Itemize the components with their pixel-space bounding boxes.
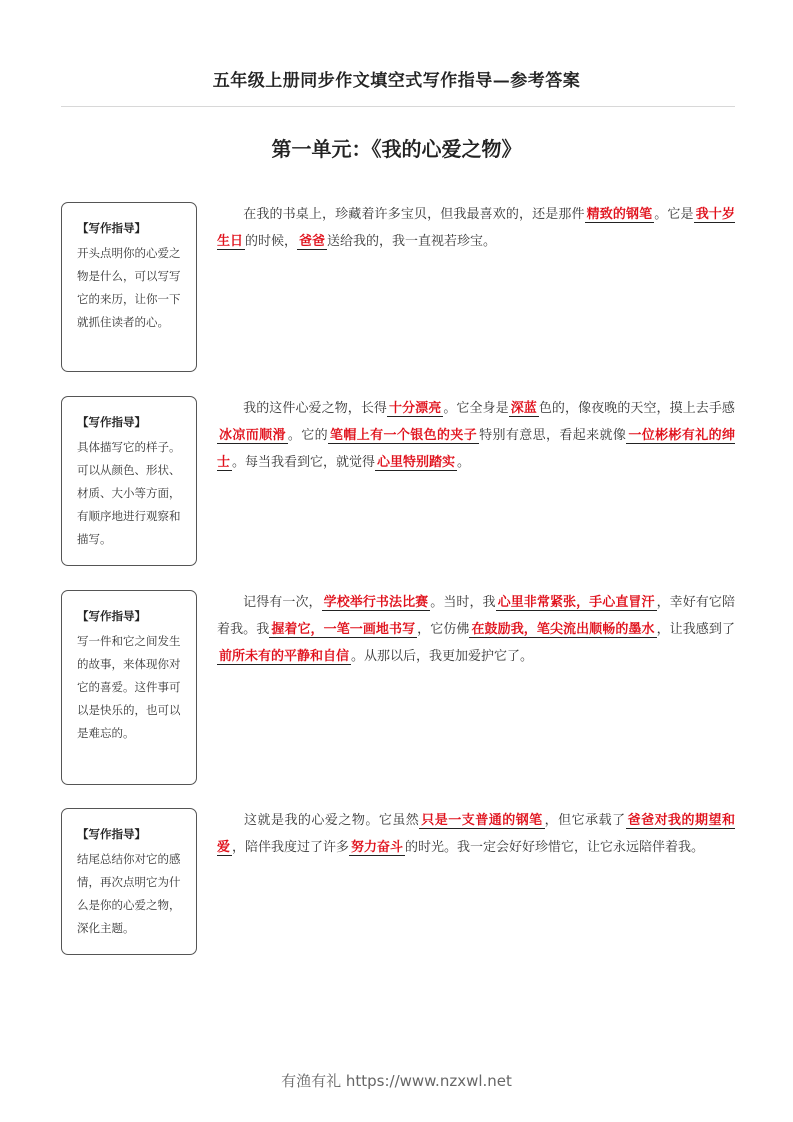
paragraph-text: 的时候，: [245, 234, 298, 249]
paragraph-text: 在我的书桌上，珍藏着许多宝贝，但我最喜欢的，还是那件: [243, 207, 585, 222]
paragraph-text: 。它全身是: [443, 401, 509, 416]
guide-box-3: [61, 590, 197, 785]
answer-paragraph-3: [217, 589, 735, 670]
guide-title: 【写作指导】: [77, 221, 146, 235]
paragraph-text: 。它是: [654, 207, 694, 222]
answer-fill: 深蓝: [510, 401, 537, 416]
paragraph-text: 。从那以后，我更加爱护它了。: [351, 649, 534, 664]
answer-fill: 一位彬彬有礼的绅士: [217, 428, 735, 470]
guide-text: 写一件和它之间发生的故事，来体现你对它的喜爱。这件事可以是快乐的，也可以是难忘的。: [77, 634, 181, 740]
paragraph-text: 送给我的，我一直视若珍宝。: [327, 234, 497, 249]
guide-title: 【写作指导】: [77, 609, 146, 623]
paragraph-text: 。: [457, 455, 471, 470]
guide-title: 【写作指导】: [77, 827, 146, 841]
answer-fill: 冰凉而顺滑: [219, 428, 286, 443]
answer-fill: 在鼓励我，笔尖流出顺畅的墨水: [471, 622, 655, 637]
footer-watermark: 有渔有礼 https://www.nzxwl.net: [281, 1072, 512, 1090]
paragraph-text: 。当时，我: [430, 595, 496, 610]
answer-fill: 精致的钢笔: [586, 207, 653, 222]
guide-box-2: [61, 396, 197, 566]
paragraph-text: ，但它承载了: [544, 813, 626, 828]
guide-text: 结尾总结你对它的感情，再次点明它为什么是你的心爱之物，深化主题。: [77, 852, 181, 935]
answer-fill: 前所未有的平静和自信: [219, 649, 350, 664]
answer-fill: 心里非常紧张，手心直冒汗: [497, 595, 655, 610]
answer-fill: 笔帽上有一个银色的夹子: [330, 428, 478, 443]
guide-text: 具体描写它的样子。可以从颜色、形状、材质、大小等方面，有顺序地进行观察和描写。: [77, 440, 181, 546]
unit-title: 第一单元：《我的心爱之物》: [271, 137, 522, 161]
answer-fill: 我十岁生日: [217, 207, 735, 249]
paragraph-text: ，让我感到了: [656, 622, 735, 637]
guide-text: 开头点明你的心爱之物是什么，可以写写它的来历，让你一下就抓住读者的心。: [77, 246, 181, 329]
answer-fill: 努力奋斗: [351, 840, 404, 855]
guide-box-1: [61, 202, 197, 372]
guide-box-4: [61, 808, 197, 955]
paragraph-text: 。每当我看到它，就觉得: [232, 455, 376, 470]
answer-fill: 握着它，一笔一画地书写: [271, 622, 416, 637]
paragraph-text: 我的这件心爱之物，长得: [243, 401, 387, 416]
answer-fill: 爸爸: [299, 234, 326, 249]
page-header-title: 五年级上册同步作文填空式写作指导—参考答案: [212, 71, 581, 91]
guide-title: 【写作指导】: [77, 415, 146, 429]
paragraph-text: ，它仿佛: [417, 622, 470, 637]
answer-fill: 心里特别踏实: [377, 455, 456, 470]
paragraph-text: 色的，像夜晚的天空，摸上去手感: [538, 401, 735, 416]
answer-fill: 只是一支普通的钢笔: [421, 813, 543, 828]
paragraph-text: 特别有意思，看起来就像: [479, 428, 627, 443]
paragraph-text: 的时光。我一定会好好珍惜它，让它永远陪伴着我。: [405, 840, 705, 855]
paragraph-text: 。它的: [287, 428, 329, 443]
paragraph-text: ，幸好有它陪着我。我: [217, 595, 735, 637]
header-divider: [61, 106, 735, 107]
paragraph-text: 记得有一次，: [243, 595, 322, 610]
answer-fill: 爸爸对我的期望和爱: [217, 813, 735, 855]
answer-paragraph-2: [217, 395, 735, 476]
answer-paragraph-4: [217, 807, 735, 861]
answer-fill: 学校举行书法比赛: [323, 595, 429, 610]
paragraph-text: 这就是我的心爱之物。它虽然: [243, 813, 420, 828]
answer-paragraph-1: [217, 201, 735, 255]
paragraph-text: ，陪伴我度过了许多: [232, 840, 350, 855]
answer-fill: 十分漂亮: [389, 401, 442, 416]
